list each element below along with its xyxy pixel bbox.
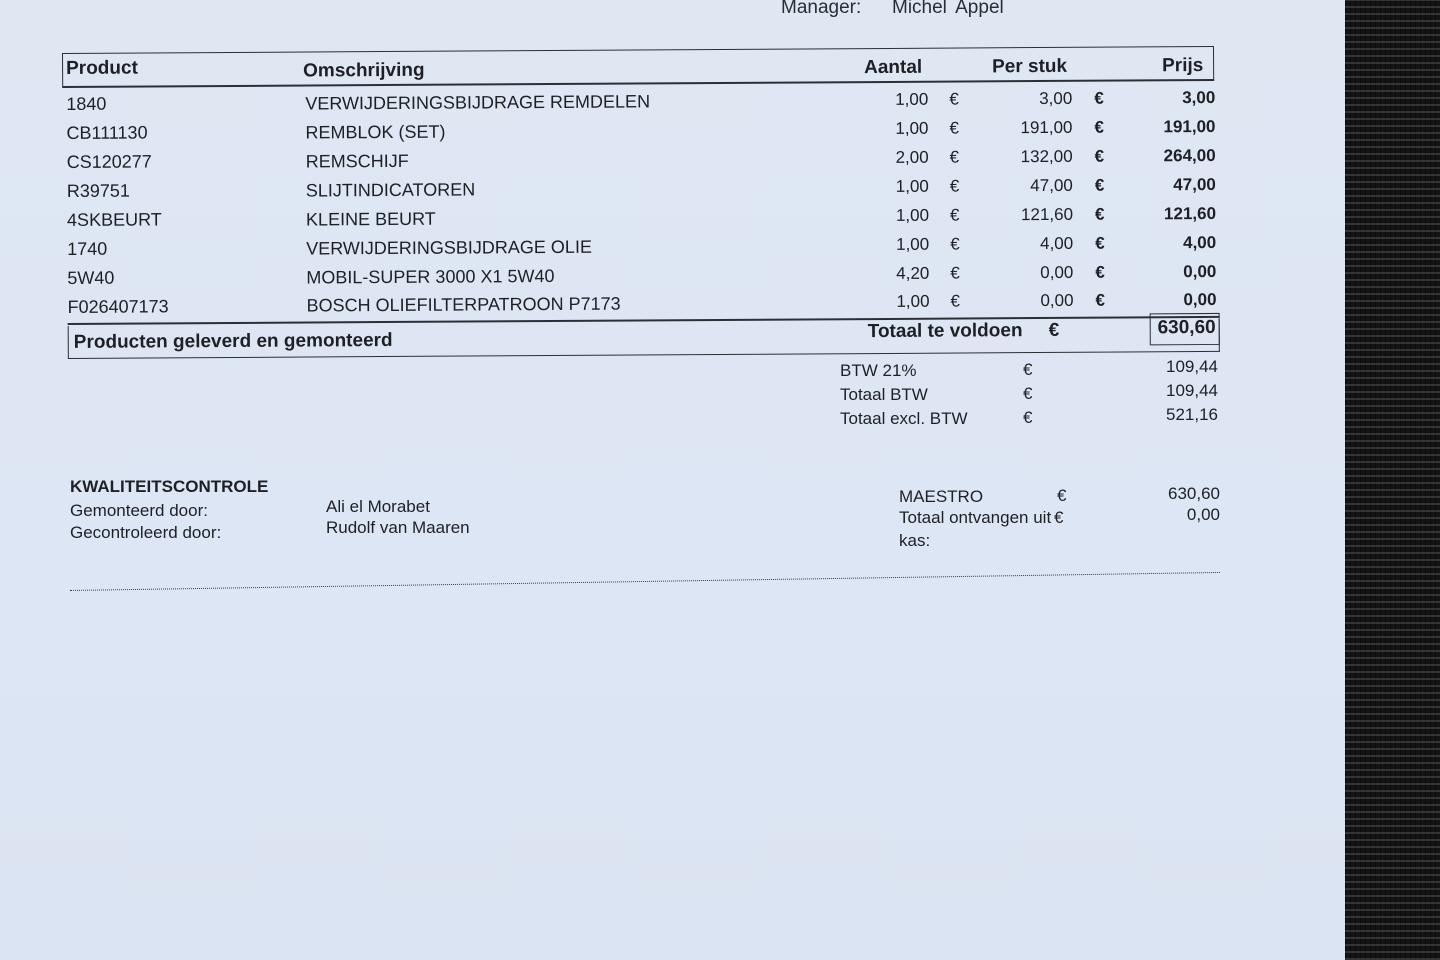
row-quantity: 1,00 [895, 118, 929, 138]
vat-label: BTW 21% [840, 361, 917, 380]
payment-method-currency: € [1057, 486, 1067, 505]
row-description: MOBIL-SUPER 3000 X1 5W40 [306, 265, 555, 288]
row-price-currency: € [1095, 233, 1105, 253]
row-unit-price: 3,00 [1039, 88, 1073, 109]
row-description: KLEINE BEURT [305, 208, 436, 230]
checked-by-label: Gecontroleerd door: [70, 523, 222, 542]
row-unit-price: 132,00 [1020, 146, 1073, 167]
row-description: REMBLOK (SET) [305, 121, 446, 143]
row-quantity: 1,00 [896, 234, 930, 254]
row-unit-price: 4,00 [1040, 233, 1074, 254]
vat-total-label: Totaal BTW [840, 385, 928, 404]
row-price: 4,00 [1183, 232, 1217, 253]
row-price: 121,60 [1163, 203, 1217, 224]
row-unit-price: 47,00 [1030, 175, 1073, 196]
total-excl-vat-value: 521,16 [1166, 405, 1218, 424]
vat-total-value: 109,44 [1166, 381, 1218, 400]
column-header-quantity: Aantal [864, 56, 923, 79]
received-from-cash-currency: € [1054, 508, 1064, 527]
row-price-currency: € [1095, 290, 1106, 310]
column-header-product: Product [66, 57, 138, 79]
row-product-code: 5W40 [67, 267, 115, 288]
row-unit-currency: € [949, 118, 959, 138]
row-product-code: CB111130 [66, 122, 148, 143]
row-quantity: 2,00 [895, 147, 929, 167]
row-price: 0,00 [1183, 289, 1217, 310]
total-due-value: 630,60 [1157, 316, 1216, 339]
column-header-price: Prijs [1162, 55, 1204, 77]
row-unit-price: 0,00 [1040, 262, 1074, 283]
row-quantity: 4,20 [896, 263, 930, 283]
vat-total-currency: € [1023, 384, 1033, 403]
vat-currency: € [1023, 360, 1033, 379]
column-header-unit-price: Per stuk [992, 55, 1068, 78]
column-header-description: Omschrijving [303, 59, 425, 82]
row-unit-price: 121,60 [1020, 204, 1074, 225]
row-product-code: R39751 [66, 180, 130, 201]
dark-fabric-background [1345, 0, 1440, 960]
row-unit-currency: € [950, 234, 960, 254]
row-product-code: 4SKBEURT [66, 209, 162, 230]
row-description: REMSCHIJF [305, 150, 409, 172]
row-price-currency: € [1095, 262, 1105, 282]
row-unit-currency: € [949, 89, 959, 109]
received-from-cash-label-continued: kas: [899, 531, 931, 550]
received-from-cash-value: 0,00 [1186, 505, 1220, 524]
row-price: 3,00 [1182, 87, 1216, 108]
invoice-table [0, 0, 1347, 400]
manager-label: Manager: [781, 0, 862, 18]
footer-note: Producten geleverd en gemonteerd [73, 329, 393, 353]
row-description: VERWIJDERINGSBIJDRAGE OLIE [306, 236, 592, 259]
row-price-currency: € [1094, 117, 1104, 137]
signature-dotted-line [70, 572, 1220, 591]
row-price-currency: € [1094, 88, 1104, 108]
row-unit-currency: € [949, 205, 960, 225]
manager-name: Michel Appel [892, 0, 1004, 18]
total-due-label: Totaal te voldoen [867, 320, 1023, 343]
row-unit-currency: € [949, 147, 960, 167]
row-quantity: 1,00 [895, 176, 929, 196]
row-price: 0,00 [1183, 261, 1217, 282]
row-product-code: 1740 [67, 238, 108, 259]
row-price: 191,00 [1163, 116, 1216, 137]
row-quantity: 1,00 [895, 89, 929, 109]
row-unit-currency: € [949, 176, 960, 196]
row-description: VERWIJDERINGSBIJDRAGE REMDELEN [305, 91, 651, 114]
row-quantity: 1,00 [895, 205, 930, 225]
row-price-currency: € [1094, 204, 1105, 224]
mounted-by-name: Ali el Morabet [326, 497, 430, 516]
mounted-by-label: Gemonteerd door: [70, 501, 208, 520]
row-price: 47,00 [1173, 174, 1216, 195]
row-product-code: 1840 [66, 93, 107, 114]
received-from-cash-label: Totaal ontvangen uit [899, 508, 1052, 527]
row-description: BOSCH OLIEFILTERPATROON P7173 [306, 293, 621, 316]
row-unit-currency: € [950, 263, 960, 283]
row-product-code: CS120277 [66, 151, 152, 172]
vat-value: 109,44 [1166, 357, 1218, 376]
total-due-currency: € [1048, 319, 1060, 341]
row-unit-price: 0,00 [1040, 290, 1074, 311]
row-price-currency: € [1094, 175, 1105, 195]
checked-by-name: Rudolf van Maaren [326, 518, 470, 537]
row-unit-currency: € [950, 291, 961, 311]
row-price: 264,00 [1163, 145, 1216, 166]
total-excl-vat-label: Totaal excl. BTW [840, 409, 968, 428]
row-product-code: F026407173 [67, 296, 169, 317]
row-price-currency: € [1094, 146, 1105, 166]
row-description: SLIJTINDICATOREN [305, 179, 476, 201]
payment-method-value: 630,60 [1168, 484, 1220, 503]
total-excl-vat-currency: € [1023, 408, 1033, 427]
quality-control-title: KWALITEITSCONTROLE [70, 477, 269, 496]
row-unit-price: 191,00 [1020, 117, 1073, 138]
row-quantity: 1,00 [896, 291, 930, 311]
payment-method-label: MAESTRO [899, 487, 984, 506]
